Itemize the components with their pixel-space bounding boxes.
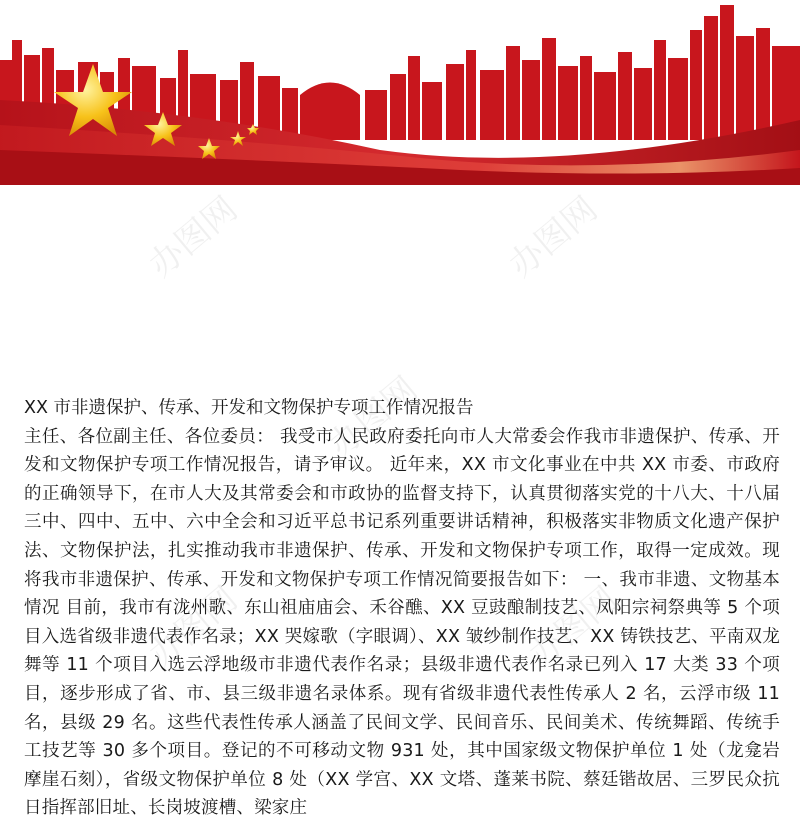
watermark: 办图网 (521, 579, 626, 676)
watermark: 办图网 (141, 579, 246, 676)
report-document (24, 394, 780, 823)
watermark: 办图网 (321, 369, 426, 466)
document-title: XX 市非遗保护、传承、开发和文物保护专项工作情况报告 (24, 398, 474, 418)
watermark: 办图网 (141, 189, 246, 286)
header-banner (0, 0, 800, 185)
watermark: 办图网 (501, 189, 606, 286)
city-skyline-illustration (0, 0, 800, 185)
document-body: 主任、各位副主任、各位委员： 我受市人民政府委托向市人大常委会作我市非遗保护、传承、开发和文物保护专项工作情况报告，请予审议。 近年来，XX 市文化事业在中共 XX 市委、市政府的正确领导下，在市人大及其常委会和市政协的监督支持下，认真贯彻落实党的十八大、十八届三中、四中、五中、六中全会和习近平总书记系列重要讲话精神，积极落实非物质文化遗产保护法、文物保护法，扎实推动我市非遗保护、传承、开发和文物保护专项工作，取得一定成效。现将我市非遗保护、传承、开发和文物保护专项工作情况简要报告如下： 一、我市非遗、文物基本情况 目前，我市有泷州歌、东山祖庙庙会、禾谷醮、XX 豆豉酿制技艺、凤阳宗祠祭典等 5 个项目入选省级非遗代表作名录；XX 哭嫁歌（字眼调）、XX 皱纱制作技艺、XX 铸铁技艺、平南双龙舞等 11 个项目入选云浮地级市非遗代表作名录；县级非遗代表作名录已列入 17 大类 33 个项目，逐步形成了省、市、县三级非遗名录体系。现有省级非遗代表性传承人 2 名，云浮市级 11 名，县级 29 名。这些代表性传承人涵盖了民间文学、民间音乐、民间美术、传统舞蹈、传统手工技艺等 30 多个项目。登记的不可移动文物 931 处，其中国家级文物保护单位 1 处（龙龛岩摩崖石刻），省级文物保护单位 8 处（XX 学宫、XX 文塔、蓬莱书院、蔡廷锴故居、三罗民众抗日指挥部旧址、长岗坡渡槽、梁家庄 (24, 426, 780, 819)
